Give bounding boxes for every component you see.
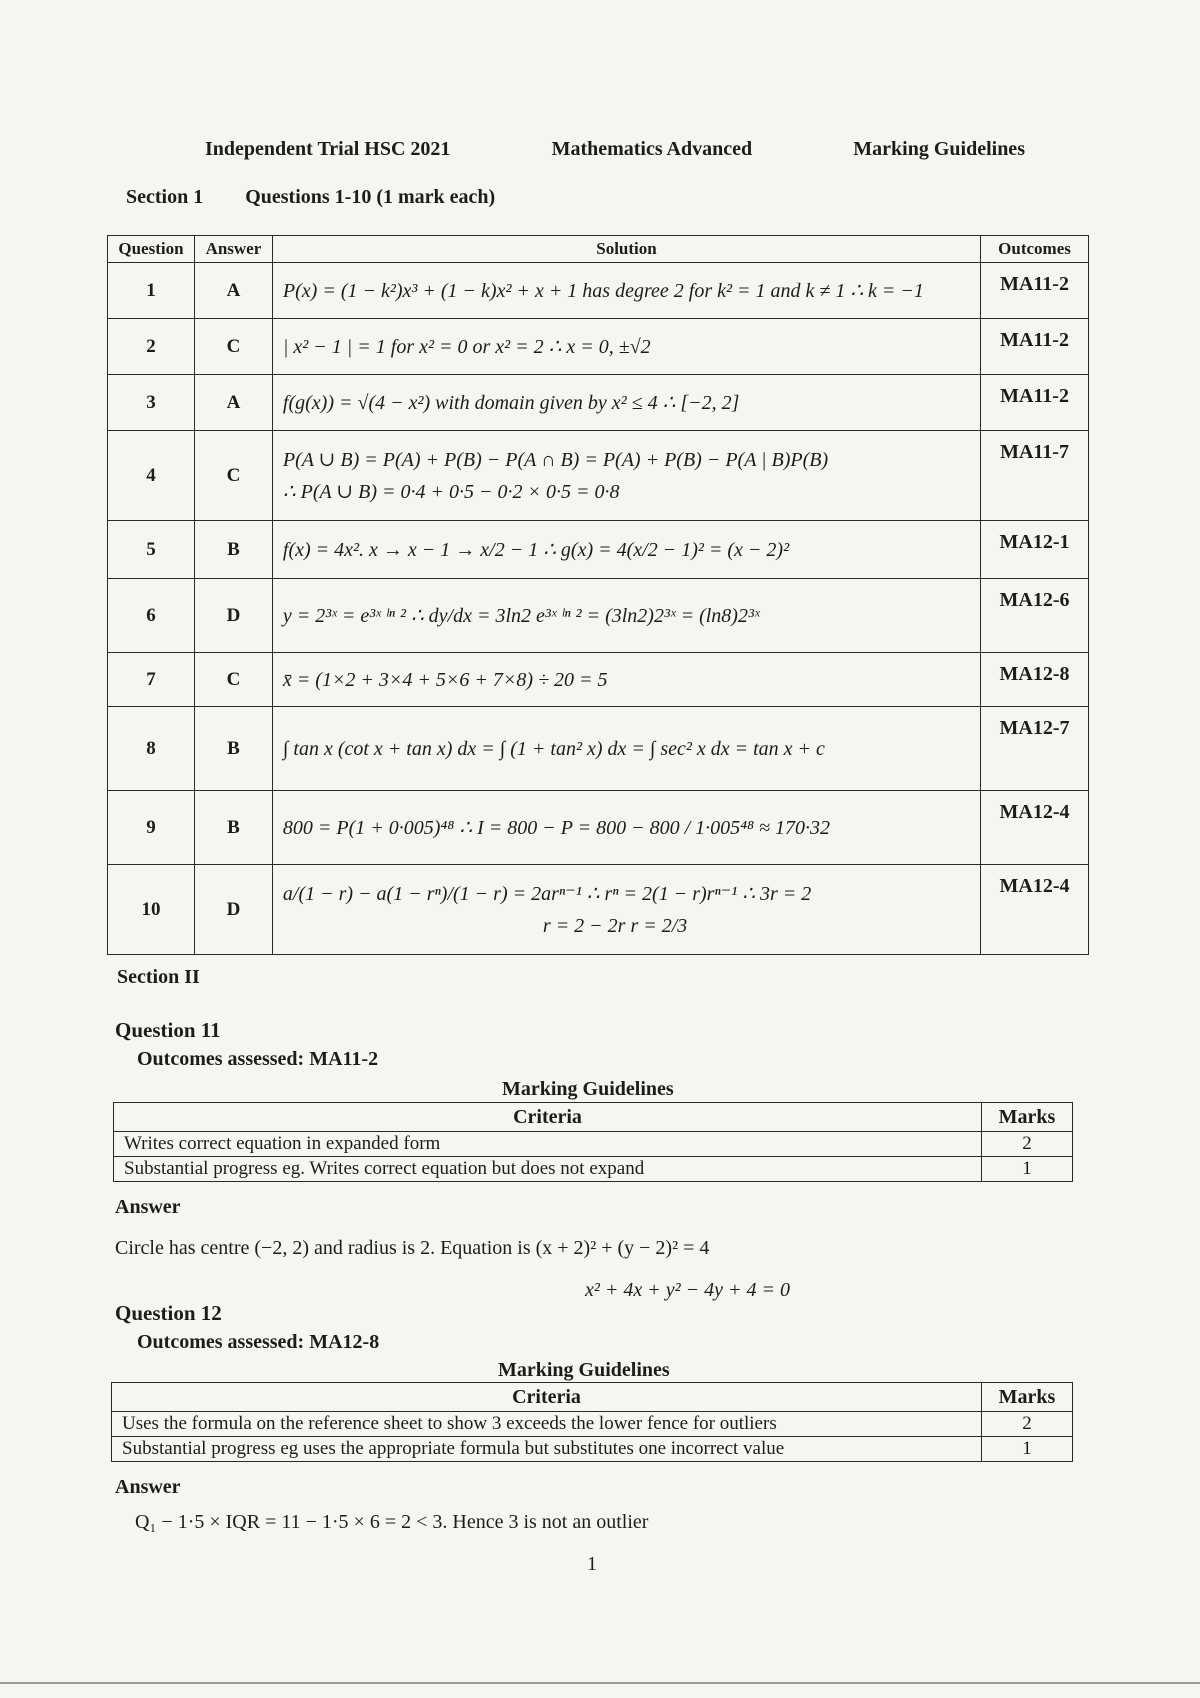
table-row	[108, 579, 1089, 653]
table-row	[114, 1132, 1073, 1157]
table-header-row	[114, 1103, 1073, 1132]
question-11-title: Question 11	[115, 1018, 221, 1042]
outcome-code: MA12-1	[981, 521, 1089, 579]
table-header-row	[112, 1383, 1073, 1412]
outcome-code: MA11-7	[981, 431, 1089, 521]
solution	[272, 791, 980, 865]
question-11-outcomes: Outcomes assessed: MA11-2	[137, 1048, 379, 1070]
table-row	[108, 865, 1089, 955]
table-row	[108, 653, 1089, 707]
table-row	[108, 375, 1089, 431]
question-number: 7	[108, 653, 195, 707]
outcome-code: MA12-4	[981, 865, 1089, 955]
multiple-choice-table	[107, 235, 1089, 955]
question-12-outcomes: Outcomes assessed: MA12-8	[137, 1331, 380, 1353]
outcome-code: MA12-8	[981, 653, 1089, 707]
page-edge-divider	[0, 1682, 1200, 1684]
question-12-answer-line: Q₁ − 1·5 × IQR = 11 − 1·5 × 6 = 2 < 3. Hence 3 is not an outlier	[135, 1511, 649, 1533]
criteria-text: Writes correct equation in expanded form	[114, 1132, 982, 1157]
solution	[272, 521, 980, 579]
question-11-marking-guidelines-title: Marking Guidelines	[502, 1078, 674, 1100]
table-row	[108, 431, 1089, 521]
answer-letter: A	[194, 263, 272, 319]
marks-header: Marks	[982, 1103, 1073, 1132]
criteria-text: Uses the formula on the reference sheet to show 3 exceeds the lower fence for outliers	[112, 1412, 982, 1437]
solution-line: y = 2³ˣ = e³ˣ ˡⁿ ² ∴ dy/dx = 3ln2 e³ˣ ˡⁿ ² = (3ln2)2³ˣ = (ln8)2³ˣ	[282, 604, 760, 627]
outcome-code: MA11-2	[981, 319, 1089, 375]
outcome-code: MA11-2	[981, 375, 1089, 431]
outcome-code: MA11-2	[981, 263, 1089, 319]
answer-letter: C	[194, 653, 272, 707]
solution-line: 800 = P(1 + 0·005)⁴⁸ ∴ I = 800 − P = 800 − 800 / 1·005⁴⁸ ≈ 170·32	[282, 816, 831, 839]
solution-line: x̄ = (1×2 + 3×4 + 5×6 + 7×8) ÷ 20 = 5	[282, 668, 608, 691]
criteria-text: Substantial progress eg. Writes correct equation but does not expand	[114, 1157, 982, 1182]
answer-letter: C	[194, 319, 272, 375]
solution	[272, 579, 980, 653]
solution	[272, 707, 980, 791]
table-row	[108, 263, 1089, 319]
solution	[272, 865, 980, 955]
answer-letter: B	[194, 521, 272, 579]
table-row	[108, 791, 1089, 865]
page-header	[205, 138, 1025, 161]
question-12-marking-guidelines-title: Marking Guidelines	[498, 1359, 670, 1381]
table-row	[108, 707, 1089, 791]
solution-line: a/(1 − r) − a(1 − rⁿ)/(1 − r) = 2arⁿ⁻¹ ∴ rⁿ = 2(1 − r)rⁿ⁻¹ ∴ 3r = 2	[282, 882, 812, 905]
question-number: 4	[108, 431, 195, 521]
question-number: 3	[108, 375, 195, 431]
col-question: Question	[108, 236, 195, 263]
answer-letter: D	[194, 579, 272, 653]
table-row	[108, 521, 1089, 579]
answer-letter: C	[194, 431, 272, 521]
solution-line: | x² − 1 | = 1 for x² = 0 or x² = 2 ∴ x = 0, ±√2	[282, 335, 651, 358]
criteria-header: Criteria	[112, 1383, 982, 1412]
criteria-text: Substantial progress eg uses the appropriate formula but substitutes one incorrect value	[112, 1437, 982, 1462]
solution	[272, 653, 980, 707]
solution-line: ∫ tan x (cot x + tan x) dx = ∫ (1 + tan² x) dx = ∫ sec² x dx = tan x + c	[282, 737, 825, 760]
marks-value: 1	[982, 1437, 1073, 1462]
question-number: 2	[108, 319, 195, 375]
question-number: 10	[108, 865, 195, 955]
table-header-row	[108, 236, 1089, 263]
table-row	[112, 1437, 1073, 1462]
solution-line: ∴ P(A ∪ B) = 0·4 + 0·5 − 0·2 × 0·5 = 0·8	[282, 480, 620, 503]
outcome-code: MA12-7	[981, 707, 1089, 791]
col-solution: Solution	[272, 236, 980, 263]
solution	[272, 319, 980, 375]
answer-letter: B	[194, 791, 272, 865]
answer-letter: D	[194, 865, 272, 955]
header-doc-type: Marking Guidelines	[853, 138, 1025, 160]
question-11-criteria-table	[113, 1102, 1073, 1182]
marks-header: Marks	[982, 1383, 1073, 1412]
solution-line: r = 2 − 2r r = 2/3	[542, 914, 688, 937]
section1-title: Questions 1-10 (1 mark each)	[245, 186, 496, 208]
page-number: 1	[587, 1553, 597, 1575]
criteria-header: Criteria	[114, 1103, 982, 1132]
solution-line: P(x) = (1 − k²)x³ + (1 − k)x² + x + 1 has degree 2 for k² = 1 and k ≠ 1 ∴ k = −1	[282, 279, 924, 302]
question-12-title: Question 12	[115, 1301, 222, 1325]
col-outcomes: Outcomes	[981, 236, 1089, 263]
question-11-answer-line: Circle has centre (−2, 2) and radius is 2. Equation is (x + 2)² + (y − 2)² = 4	[115, 1237, 710, 1259]
section1-label: Section 1	[126, 186, 204, 208]
solution	[272, 263, 980, 319]
question-number: 5	[108, 521, 195, 579]
solution-line: P(A ∪ B) = P(A) + P(B) − P(A ∩ B) = P(A) + P(B) − P(A | B)P(B)	[282, 448, 829, 471]
answer-letter: B	[194, 707, 272, 791]
table-row	[108, 319, 1089, 375]
question-12-criteria-table	[111, 1382, 1073, 1462]
solution-line: f(g(x)) = √(4 − x²) with domain given by x² ≤ 4 ∴ [−2, 2]	[282, 391, 740, 414]
outcome-code: MA12-4	[981, 791, 1089, 865]
solution	[272, 375, 980, 431]
table-row	[114, 1157, 1073, 1182]
question-11-answer-label: Answer	[115, 1196, 181, 1218]
marks-value: 2	[982, 1132, 1073, 1157]
table-row	[112, 1412, 1073, 1437]
header-exam-title: Independent Trial HSC 2021	[205, 138, 451, 160]
question-number: 9	[108, 791, 195, 865]
outcome-code: MA12-6	[981, 579, 1089, 653]
section1-heading	[126, 186, 495, 209]
question-12-answer-label: Answer	[115, 1476, 181, 1498]
question-number: 1	[108, 263, 195, 319]
section2-heading: Section II	[117, 966, 200, 988]
marks-value: 1	[982, 1157, 1073, 1182]
col-answer: Answer	[194, 236, 272, 263]
solution	[272, 431, 980, 521]
solution-line: f(x) = 4x². x → x − 1 → x/2 − 1 ∴ g(x) = 4(x/2 − 1)² = (x − 2)²	[282, 538, 790, 561]
header-subject: Mathematics Advanced	[551, 138, 753, 160]
question-11-answer-line: x² + 4x + y² − 4y + 4 = 0	[585, 1279, 790, 1301]
question-number: 8	[108, 707, 195, 791]
question-number: 6	[108, 579, 195, 653]
marks-value: 2	[982, 1412, 1073, 1437]
answer-letter: A	[194, 375, 272, 431]
